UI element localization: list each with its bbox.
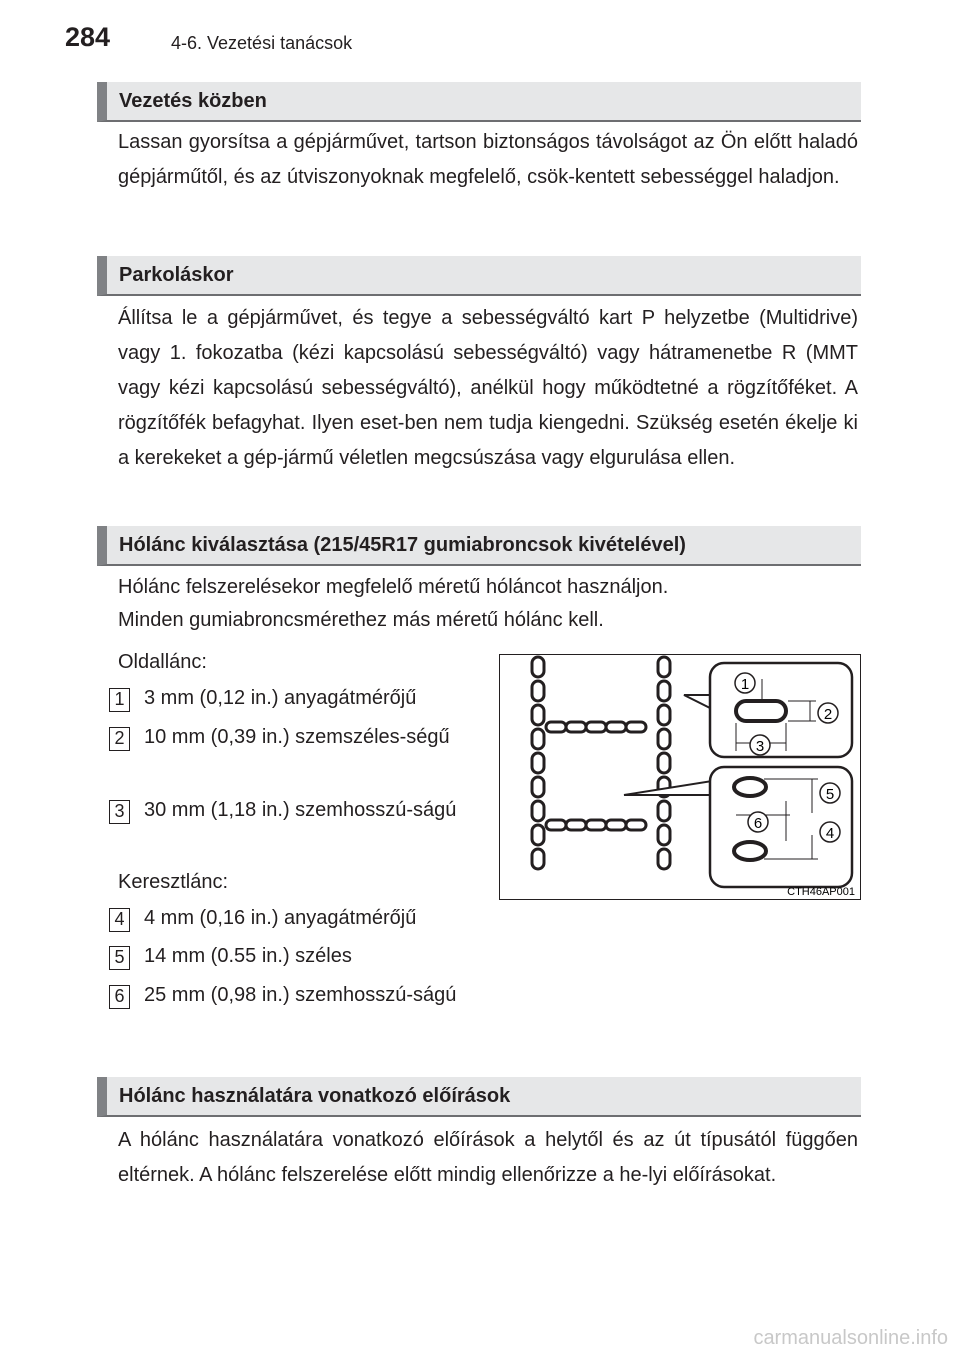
cross-chain-item: 4 mm (0,16 in.) anyagátmérőjű: [144, 907, 417, 929]
section-title: Parkoláskor: [119, 264, 234, 286]
item-number-badge: 1: [109, 688, 130, 712]
side-chain-item: 3 mm (0,12 in.) anyagátmérőjű: [144, 687, 417, 709]
side-chain-label: Oldallánc:: [118, 651, 207, 673]
callout-5: [820, 783, 840, 803]
svg-text:5: 5: [825, 786, 835, 803]
driving-paragraph: Lassan gyorsítsa a gépjárművet, tartson biztonságos távolságot az Ön előtt haladó gépjárműtől, és az útviszonyoknak megfelelő, csök-kentett sebességgel haladjon.: [118, 131, 858, 188]
cross-chain-item: 14 mm (0.55 in.) széles: [144, 945, 352, 967]
section-heading-regulations: [97, 1077, 861, 1117]
svg-text:4: 4: [825, 825, 835, 842]
watermark: carmanualsonline.info: [753, 1327, 948, 1349]
snow-chain-illustration: [499, 654, 861, 900]
callout-2: [818, 703, 838, 723]
side-chain-left: [532, 657, 544, 869]
callout-4: [820, 822, 840, 842]
section-title: Hólánc kiválasztása (215/45R17 gumiabroncsok kivételével): [119, 534, 686, 556]
svg-text:2: 2: [823, 706, 833, 723]
cross-chain-label: Keresztlánc:: [118, 871, 229, 893]
page-number: 284: [65, 22, 111, 52]
svg-text:1: 1: [740, 676, 750, 693]
chain-intro-line2: Minden gumiabroncsmérethez más méretű hólánc kell.: [118, 609, 604, 631]
chain-intro-line1: Hólánc felszerelésekor megfelelő méretű hóláncot használjon.: [118, 576, 669, 598]
regulations-paragraph: A hólánc használatára vonatkozó előírások a helytől és az út típusától függően eltérnek. A hólánc felszerelése előtt mindig ellenőrizze a he-lyi előírásokat.: [118, 1129, 858, 1186]
item-number-badge: 5: [109, 946, 130, 970]
callout-1: [735, 673, 755, 693]
section-heading-parking: [97, 256, 861, 296]
section-heading-snow-chain-selection: [97, 526, 861, 566]
cross-chain-lower: [546, 820, 646, 830]
item-number-badge: 3: [109, 800, 130, 824]
side-chain-item: 10 mm (0,39 in.) szemszéles-ségű: [144, 726, 450, 748]
cross-chain-item: 25 mm (0,98 in.) szemhosszú-ságú: [144, 984, 457, 1006]
side-chain-right: [658, 657, 670, 869]
chapter-title: 4-6. Vezetési tanácsok: [171, 33, 353, 53]
section-title: Hólánc használatára vonatkozó előírások: [119, 1085, 511, 1107]
side-chain-item: 30 mm (1,18 in.) szemhosszú-ságú: [144, 799, 457, 821]
parking-paragraph: Állítsa le a gépjárművet, és tegye a sebességváltó kart P helyzetbe (Multidrive) vagy 1. fokozatba (kézi kapcsolású sebességváltó) vagy hátramenetbe R (MMT vagy kézi kapcsolású sebességváltó), anélkül hogy működtetné a rögzítőféket. A rögzítőfék befagyhat. Ilyen eset-ben nem tudja kiengedni. Szükség esetén ékelje ki a kerekeket a gép-jármű véletlen megcsúszása vagy elgurulása ellen.: [118, 307, 858, 469]
item-number-badge: 6: [109, 985, 130, 1009]
svg-text:3: 3: [755, 738, 765, 755]
section-title: Vezetés közben: [119, 90, 267, 112]
svg-text:6: 6: [753, 815, 763, 832]
item-number-badge: 2: [109, 727, 130, 751]
figure-code: CTH46AP001: [787, 886, 855, 898]
callout-6: [748, 812, 768, 832]
item-number-badge: 4: [109, 908, 130, 932]
cross-chain-upper: [546, 722, 646, 732]
callout-3: [750, 735, 770, 755]
section-heading-driving: [97, 82, 861, 122]
